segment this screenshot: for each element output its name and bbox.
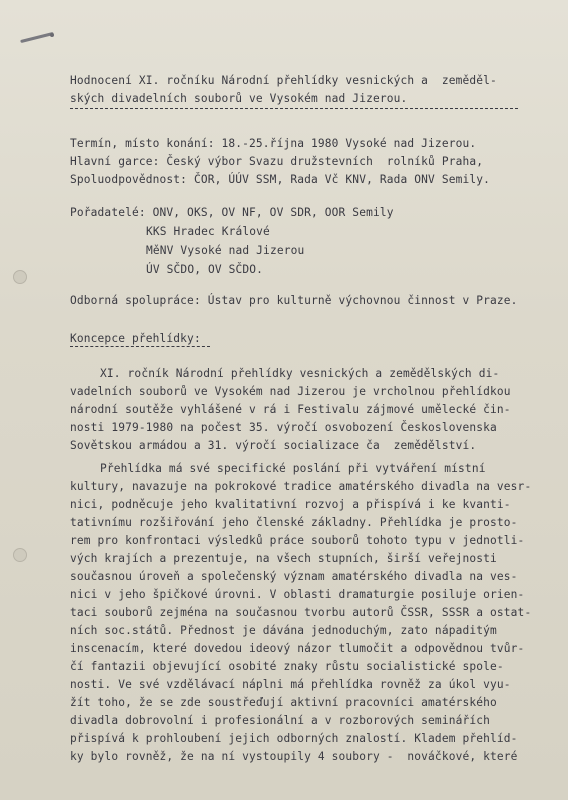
paragraph-line: nici v jeho špičkové úrovni. V oblasti dramaturgie posiluje orien-: [70, 588, 525, 601]
paragraph-line: přispívá k prohloubení jejich odborných znalostí. Kladem přehlíd-: [70, 732, 518, 745]
detail-line: Termín, místo konání: 18.-25.října 1980 Vysoké nad Jizerou.: [70, 137, 477, 150]
paragraph-line: rem pro konfrontaci výsledků práce souborů tohoto typu v jednotli-: [70, 534, 525, 547]
paragraph-line: ky bylo rovněž, že na ní vystoupily 4 soubory - nováčkové, které: [70, 750, 518, 763]
paragraph-line: žít toho, že se zde soustřeďují aktivní pracovníci amatérského: [70, 696, 497, 709]
paragraph-line: nici, podněcuje jeho kvalitativní rozvoj a přispívá i ke kvanti-: [70, 498, 511, 511]
organizers-line: Pořadatelé: ONV, OKS, OV NF, OV SDR, OOR Semily: [70, 206, 394, 219]
section-heading: Koncepce přehlídky:: [70, 332, 201, 345]
paragraph-line: nosti. Ve své vzdělávací náplni má přehlídka rovněž za úkol vyu-: [70, 678, 511, 691]
paragraph-line: vých krajích a prezentuje, na všech stupních, širší veřejnosti: [70, 552, 497, 565]
paragraph-line: taci souborů zejména na současnou tvorbu autorů ČSSR, SSSR a ostat-: [70, 606, 532, 619]
paragraph-line: čí fantazii objevující osobité znaky růstu socialistické spole-: [70, 660, 504, 673]
document-title-line-2: ských divadelních souborů ve Vysokém nad Jizerou.: [70, 92, 408, 105]
detail-line: Hlavní garce: Český výbor Svazu družstevních rolníků Praha,: [70, 155, 484, 168]
paragraph-line: Sovětskou armádou a 31. výročí socializace ča zemědělství.: [70, 439, 477, 452]
paragraph-line: kultury, navazuje na pokrokové tradice amatérského divadla na vesr-: [70, 480, 532, 493]
organizer-item: MěNV Vysoké nad Jizerou: [146, 244, 305, 257]
paragraph-line: nosti 1979-1980 na počest 35. výročí osvobození Československa: [70, 421, 497, 434]
punch-hole: [13, 270, 27, 284]
paragraph-line: XI. ročník Národní přehlídky vesnických a zemědělských di-: [100, 367, 500, 380]
detail-line: Spoluodpovědnost: ČOR, ÚÚV SSM, Rada Vč KNV, Rada ONV Semily.: [70, 173, 491, 186]
organizer-item: KKS Hradec Králové: [146, 225, 270, 238]
section-heading-underline: [70, 346, 210, 347]
document-title-line-1: Hodnocení XI. ročníku Národní přehlídky vesnických a zeměděl-: [70, 74, 497, 87]
paragraph-line: vadelních souborů ve Vysokém nad Jizerou je vrcholnou přehlídkou: [70, 385, 511, 398]
paragraph-line: inscenacím, které dovedou ideový názor tlumočit a odpovědnou tvůr-: [70, 642, 525, 655]
paragraph-line: Přehlídka má své specifické poslání při vytváření místní: [100, 462, 486, 475]
title-underline: [70, 108, 518, 109]
paragraph-line: národní soutěže vyhlášené v rá i Festivalu zájmové umělecké čin-: [70, 403, 511, 416]
paragraph-line: tativnímu rozšiřování jeho členské základny. Přehlídka je prosto-: [70, 516, 518, 529]
organizer-item: ÚV SČDO, OV SČDO.: [146, 263, 264, 276]
staple-end: [50, 33, 54, 37]
cooperation-line: Odborná spolupráce: Ústav pro kulturně výchovnou činnost v Praze.: [70, 294, 518, 307]
paragraph-line: současnou úroveň a společenský význam amatérského divadla na ves-: [70, 570, 518, 583]
punch-hole: [13, 548, 27, 562]
paragraph-line: divadla dobrovolní i profesionální a v rozborových seminářích: [70, 714, 491, 727]
paragraph-line: ních soc.států. Přednost je dávána jednoduchým, zato nápaditým: [70, 624, 497, 637]
